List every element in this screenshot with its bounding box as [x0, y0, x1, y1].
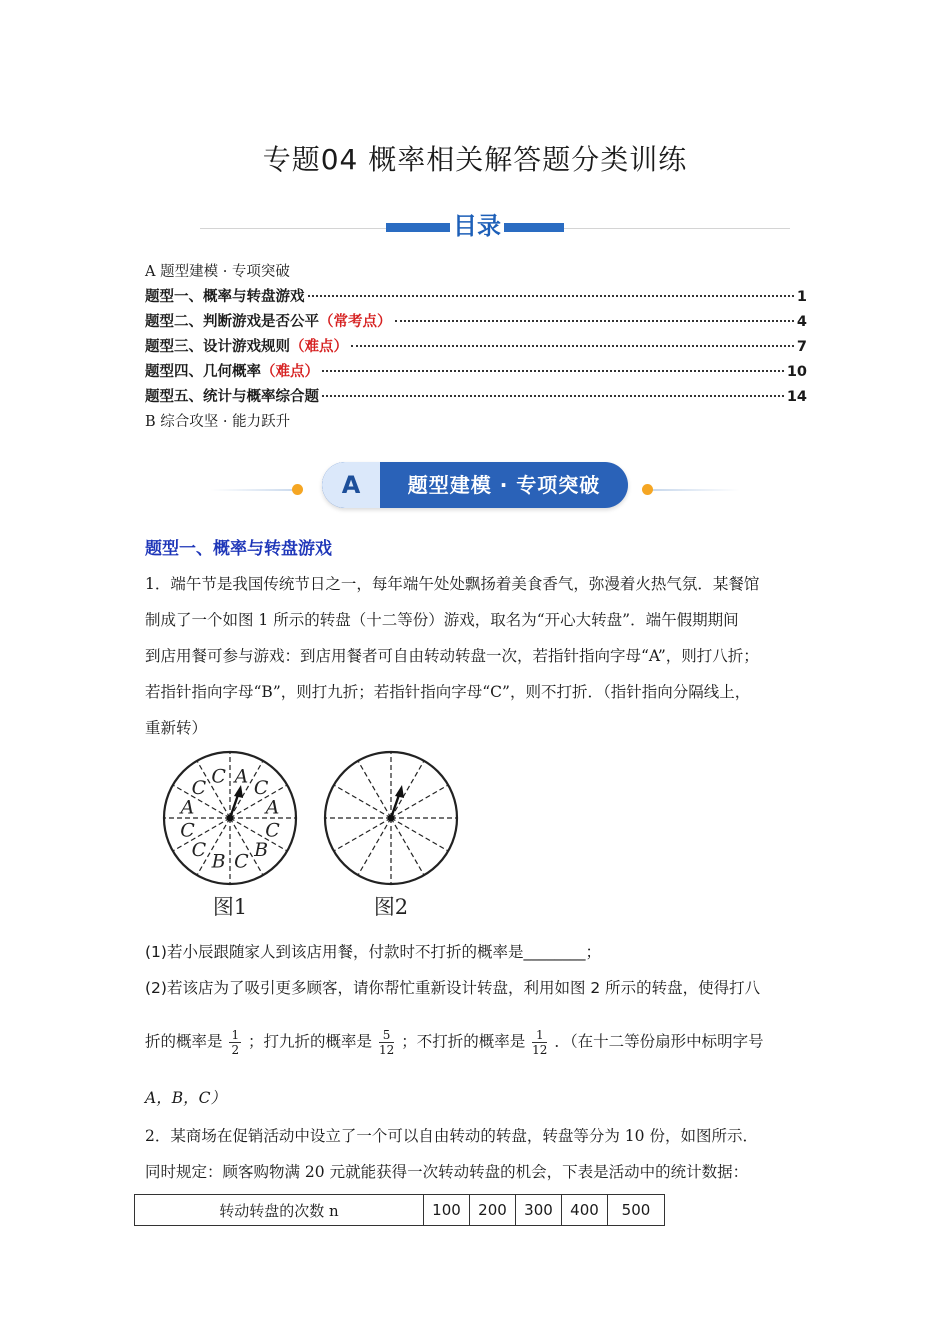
pointer-arrow-icon [395, 785, 404, 798]
sector-letter: A [180, 796, 195, 819]
wheel-divider [334, 785, 391, 818]
sector-letter: B [254, 839, 269, 862]
toc-entry-1[interactable]: 题型一、概率与转盘游戏 1 [145, 289, 807, 305]
wheel-divider [391, 818, 424, 875]
sector-letter: C [253, 776, 269, 799]
toc-part-b: B 综合攻坚 · 能力跃升 [145, 414, 291, 430]
spinner-figure-1 [164, 752, 296, 884]
statistics-table [134, 1194, 665, 1226]
question-2-line-2: 同时规定：顾客购物满 20 元就能获得一次转动转盘的机会，下表是活动中的统计数据： [145, 1163, 749, 1181]
question-1-part-2: (2)若该店为了吸引更多顾客，请你帮忙重新设计转盘，利用如图 2 所示的转盘，使得打八 [145, 979, 761, 997]
toc-bar-right [504, 223, 564, 232]
wheel-center [388, 815, 395, 822]
table-cell: 500 [608, 1195, 665, 1226]
toc-header [200, 206, 800, 240]
wheel-divider [358, 761, 391, 818]
wheel-center [227, 815, 234, 822]
table-cell: 400 [562, 1195, 608, 1226]
table-cell: 100 [424, 1195, 470, 1226]
toc-entry-3[interactable]: 题型三、设计游戏规则 （难点） 7 [145, 339, 807, 355]
sector-letter: C [191, 839, 207, 862]
section-title: 题型一、概率与转盘游戏 [145, 539, 332, 559]
question-1-part-2-end: A，B，C） [145, 1089, 226, 1107]
sector-letter: B [211, 850, 226, 873]
sector-letter: C [180, 819, 195, 842]
toc-entry-5[interactable]: 题型五、统计与概率综合题 14 [145, 389, 807, 405]
wheel-divider [391, 818, 448, 851]
section-banner [210, 462, 740, 510]
page-title: 专题04 概率相关解答题分类训练 [262, 143, 688, 176]
figure-1-label: 图1 [212, 895, 248, 919]
fraction-one-twelfth: $\frac{1}{12}$ [532, 1028, 548, 1057]
fraction-one-half: $\frac{1}{2}$ [231, 1028, 240, 1057]
table-header-cell: 转动转盘的次数 n [135, 1195, 424, 1226]
question-1-part-1: (1)若小辰跟随家人到该店用餐，付款时不打折的概率是________； [145, 943, 601, 961]
wheel-divider [334, 818, 391, 851]
table-row [135, 1195, 665, 1226]
banner-dot-right [642, 484, 653, 495]
table-cell: 200 [470, 1195, 516, 1226]
question-1-text: 1．端午节是我国传统节日之一，每年端午处处飘扬着美食香气，弥漫着火热气氛．某餐馆 制成了一个如图 1 所示的转盘（十二等份）游戏，取名为“开心大转盘”．端午假期期间 到店用餐可参与游戏：到店用餐者可自由转动转盘一次，若指针指向字母“A”，则打八折； 若指针指向字母“B”，则打九折；若指针指向字母“C”，则不打折．（指针指向分隔线上， 重新转） [145, 575, 760, 737]
banner-text: 题型建模 · 专项突破 [407, 473, 601, 497]
fraction-five-twelfths: $\frac{5}{12}$ [378, 1028, 395, 1057]
toc-entry-2[interactable]: 题型二、判断游戏是否公平 （常考点） 4 [145, 314, 807, 330]
wheel-divider [358, 818, 391, 875]
toc-heading: 目录 [450, 206, 504, 241]
sector-letter: C [211, 765, 226, 788]
figure-2-label: 图2 [373, 895, 409, 919]
spinner-figure-2 [325, 752, 457, 884]
answer-blank[interactable]: ________ [523, 943, 586, 961]
question-2-line-1: 2．某商场在促销活动中设立了一个可以自由转动的转盘，转盘等分为 10 份，如图所示． [145, 1127, 758, 1145]
banner-dot-left [292, 484, 303, 495]
toc-bar-left [386, 223, 450, 232]
spinner-figures [158, 748, 468, 924]
table-cell: 300 [516, 1195, 562, 1226]
sector-letter: C [191, 776, 207, 799]
wheel-divider [391, 761, 424, 818]
sector-letter: A [265, 796, 280, 819]
sector-letter: C [234, 850, 249, 873]
toc-entry-4[interactable]: 题型四、几何概率 （难点） 10 [145, 364, 807, 380]
toc-part-a: A 题型建模 · 专项突破 [145, 264, 290, 280]
sector-letter: C [265, 819, 280, 842]
banner-pill [322, 462, 628, 508]
sector-letter: A [234, 765, 249, 788]
question-1-part-2-probs: 折的概率是 $\frac{1}{2}$ ；打九折的概率是 $\frac{5}{12}$ ；不打折的概率是 $\frac{1}{12}$ ．（在十二等份扇形中标明字号 [145, 1028, 764, 1057]
banner-letter: A [322, 462, 380, 508]
